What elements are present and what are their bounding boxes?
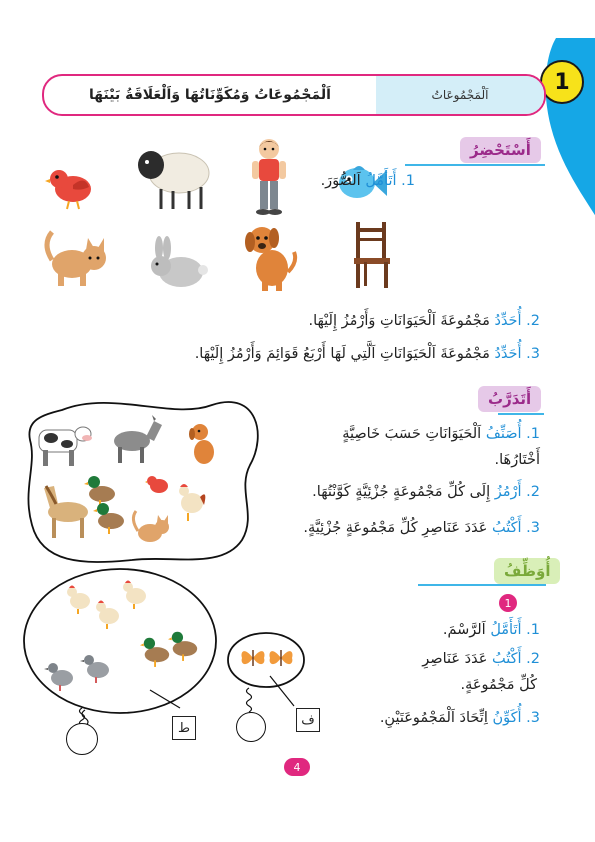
set-label-large: ط <box>172 716 196 740</box>
item-verb: أَكْتُبُ <box>492 520 522 536</box>
practice-item-2 <box>312 484 540 500</box>
page-number: 4 <box>284 758 310 776</box>
practice-item-3 <box>303 520 540 536</box>
item-number: 1. <box>526 426 540 442</box>
apply-item-3 <box>380 710 540 726</box>
section-tag-recall-label: أَسْتَحْضِرُ <box>470 141 531 159</box>
duck-illustration <box>93 497 127 535</box>
section-tag-apply-label: أُوَظِّفُ <box>504 562 551 580</box>
bird-illustration <box>145 474 171 496</box>
section-tag-practice-label: أَتَدَرَّبُ <box>488 390 532 408</box>
rooster-illustration <box>174 481 208 523</box>
item-verb: أُكَوِّنُ <box>492 710 522 726</box>
item-text: اَلرَّسْمَ. <box>442 622 491 638</box>
section-underline <box>405 164 545 166</box>
item-number: 3. <box>526 520 540 536</box>
apply-item-2 <box>422 651 540 667</box>
section-tag-practice <box>478 386 541 412</box>
cow-illustration <box>35 420 93 468</box>
item-verb: أُحَدِّدُ <box>494 346 522 362</box>
rabbit-illustration <box>145 240 210 290</box>
spring-connector <box>243 688 255 712</box>
item-text: اَلصُّوَرَ. <box>320 173 366 189</box>
dog-illustration <box>188 420 220 468</box>
item-verb: أَتَأَمَّلُ <box>490 622 522 638</box>
hen-illustration <box>64 583 94 615</box>
item-number: 2. <box>526 313 540 329</box>
recall-item-3 <box>195 346 540 362</box>
item-text: عَدَدَ عَنَاصِرِ كُلِّ مَجْمُوعَةٍ جُزْئِيَّةٍ. <box>303 520 492 536</box>
hen-illustration <box>120 578 150 610</box>
boy-illustration <box>247 137 291 215</box>
duck-illustration <box>168 626 200 662</box>
pigeon-illustration <box>44 658 76 692</box>
item-text: مَجْمُوعَةَ اَلْحَيَوَانَاتِ اَلَّتِي لَهَا أَرْبَعُ قَوَائِمَ وَأَرْمُزُ إِلَيْهَا. <box>194 346 495 362</box>
item-verb: أُصَنِّفُ <box>485 426 522 442</box>
item-text: مَجْمُوعَةَ اَلْحَيَوَانَاتِ وَأَرْمُزُ إِلَيْهَا. <box>308 313 495 329</box>
chair-illustration <box>350 222 394 290</box>
dog-illustration <box>242 222 300 292</box>
item-text: اَلْحَيَوَانَاتِ حَسَبَ خَاصِيَّةٍ <box>342 426 486 442</box>
item-verb: أَرْمُزُ <box>494 484 522 500</box>
sheep-illustration <box>133 147 213 212</box>
section-underline <box>498 413 544 415</box>
item-number: 1. <box>526 622 540 638</box>
butterfly-illustration <box>268 646 294 670</box>
section-tag-apply <box>494 558 560 584</box>
item-verb: أَتَأَمَّلُ <box>365 173 397 189</box>
answer-circle-small-set[interactable] <box>236 712 266 742</box>
unit-number-badge: 1 <box>540 60 584 104</box>
practice-item-1-continuation: أَخْتَارُهَا. <box>494 452 540 468</box>
pigeon-illustration <box>80 650 112 684</box>
item-number: 1. <box>401 173 415 189</box>
exercise-number-badge: 1 <box>499 594 517 612</box>
item-number: 2. <box>526 484 540 500</box>
item-verb: أُحَدِّدُ <box>494 313 522 329</box>
butterfly-illustration <box>240 646 266 670</box>
lesson-title: اَلْمَجْمُوعَاتُ وَمُكَوِّنَاتُهَا وَاَلْعَلَاقَةُ بَيْنَهَا <box>89 87 331 103</box>
lesson-title-bar <box>42 74 546 116</box>
hen-illustration <box>93 598 123 630</box>
apply-item-1 <box>443 622 540 638</box>
answer-circle-large-set[interactable] <box>66 723 98 755</box>
item-text: اِتِّحَادَ اَلْمَجْمُوعَتَيْنِ. <box>379 710 493 726</box>
set-label-small: ف <box>296 708 320 732</box>
item-text: عَدَدَ عَنَاصِرِ <box>422 651 492 667</box>
lesson-subtitle: اَلْمَجْمُوعَاتُ <box>376 76 544 114</box>
practice-item-1 <box>342 426 540 442</box>
recall-item-2 <box>308 313 540 329</box>
item-text: إِلَى كُلِّ مَجْمُوعَةٍ جُزْئِيَّةٍ كَوَّنْتُهَا. <box>312 484 495 500</box>
item-verb: أَكْتُبُ <box>492 651 522 667</box>
item-number: 2. <box>526 651 540 667</box>
item-number: 3. <box>526 346 540 362</box>
item-number: 3. <box>526 710 540 726</box>
section-underline <box>418 584 546 586</box>
recall-item-1 <box>321 173 415 189</box>
bird-illustration <box>45 165 95 210</box>
apply-item-2-continuation: كُلِّ مَجْمُوعَةٍ. <box>460 677 537 693</box>
cat-illustration <box>42 224 110 289</box>
section-tag-recall <box>460 137 541 163</box>
cat-illustration <box>130 507 172 547</box>
donkey-illustration <box>110 415 165 465</box>
